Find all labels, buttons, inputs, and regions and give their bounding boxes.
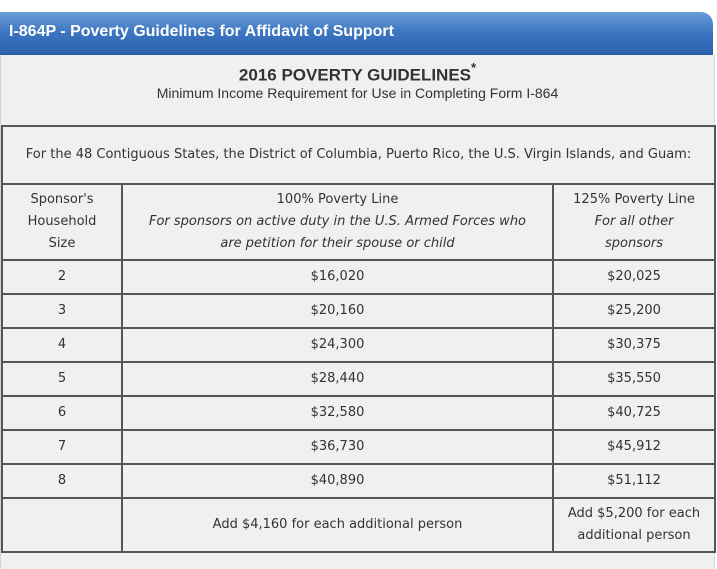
additional-person-row xyxy=(2,498,715,552)
poverty-100-cell: $24,300 xyxy=(122,328,553,362)
household-size-cell: 2 xyxy=(2,260,122,294)
additional-100-cell: Add $4,160 for each additional person xyxy=(122,498,553,552)
col-100-percent xyxy=(122,184,553,260)
poverty-125-cell: $25,200 xyxy=(553,294,715,328)
region-header: For the 48 Contiguous States, the District of Columbia, Puerto Rico, the U.S. Virgin Islands, and Guam: xyxy=(2,126,715,184)
page-title-text: 2016 POVERTY GUIDELINES xyxy=(238,65,472,85)
poverty-125-cell: $40,725 xyxy=(553,396,715,430)
poverty-125-cell: $51,112 xyxy=(553,464,715,498)
poverty-125-cell: $45,912 xyxy=(553,430,715,464)
col-125-percent xyxy=(553,184,715,260)
table-row xyxy=(2,464,715,498)
col-household-size xyxy=(2,184,122,260)
poverty-100-cell: $28,440 xyxy=(122,362,553,396)
col-125-percent-note: For all other sponsors xyxy=(594,214,674,251)
poverty-125-cell: $35,550 xyxy=(553,362,715,396)
poverty-100-cell: $16,020 xyxy=(122,260,553,294)
household-size-cell: 4 xyxy=(2,328,122,362)
asterisk-mark: * xyxy=(471,60,477,75)
household-size-cell: 3 xyxy=(2,294,122,328)
poverty-100-cell: $20,160 xyxy=(122,294,553,328)
poverty-100-cell: $40,890 xyxy=(122,464,553,498)
table-row xyxy=(2,294,715,328)
col-household-size-line1: Sponsor's xyxy=(30,192,94,207)
col-100-percent-note: For sponsors on active duty in the U.S. Armed Forces who are petition for their spouse or child xyxy=(148,214,527,251)
table-row xyxy=(2,430,715,464)
poverty-guidelines-table xyxy=(1,125,716,553)
column-header-row xyxy=(2,184,715,260)
page-subtitle: Minimum Income Requirement for Use in Completing Form I-864 xyxy=(156,85,559,101)
header-title: I-864P - Poverty Guidelines for Affidavit of Support xyxy=(9,23,394,40)
household-size-cell: 7 xyxy=(2,430,122,464)
empty-cell xyxy=(2,498,122,552)
household-size-cell: 6 xyxy=(2,396,122,430)
poverty-100-cell: $36,730 xyxy=(122,430,553,464)
household-size-cell: 8 xyxy=(2,464,122,498)
household-size-cell: 5 xyxy=(2,362,122,396)
col-household-size-line2: Household xyxy=(27,214,97,229)
poverty-125-cell: $20,025 xyxy=(553,260,715,294)
content-panel xyxy=(0,55,715,569)
table-row xyxy=(2,362,715,396)
additional-125-cell: Add $5,200 for each additional person xyxy=(553,498,715,552)
poverty-100-cell: $32,580 xyxy=(122,396,553,430)
page-title xyxy=(1,62,714,86)
poverty-125-cell: $30,375 xyxy=(553,328,715,362)
region-header-row xyxy=(2,126,715,184)
col-100-percent-title: 100% Poverty Line xyxy=(276,192,399,207)
table-row xyxy=(2,328,715,362)
header-bar xyxy=(0,12,713,55)
col-household-size-line3: Size xyxy=(48,236,76,251)
table-row xyxy=(2,260,715,294)
col-125-percent-title: 125% Poverty Line xyxy=(573,192,695,207)
table-row xyxy=(2,396,715,430)
